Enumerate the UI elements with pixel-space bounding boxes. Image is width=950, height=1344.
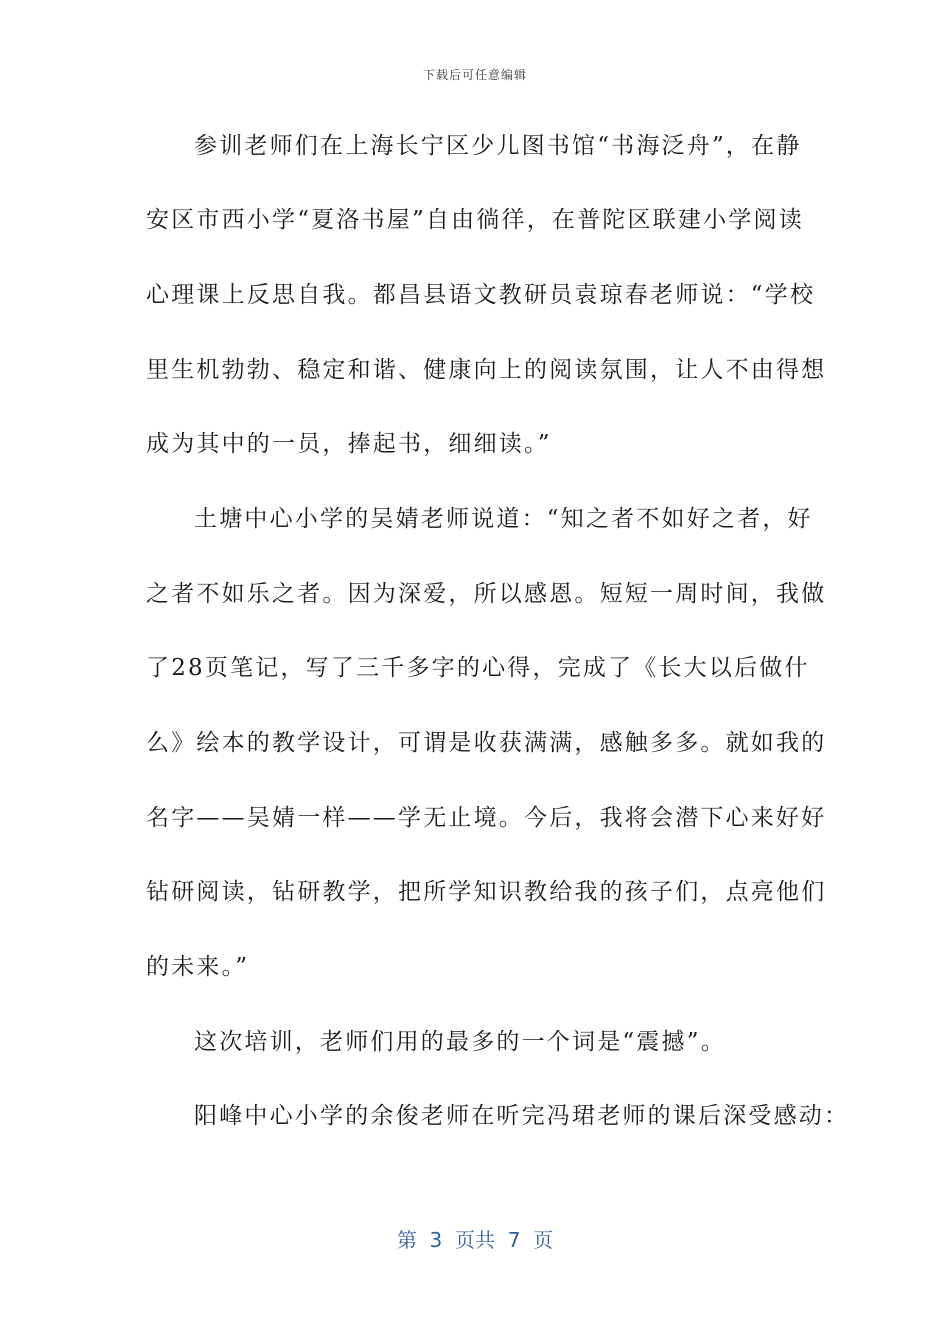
text-line: 钻研阅读，钻研教学，把所学知识教给我的孩子们，点亮他们 — [146, 879, 827, 905]
text-line: 参训老师们在上海长宁区少儿图书馆“书海泛舟”，在静 — [194, 133, 802, 159]
text-line: 之者不如乐之者。因为深爱，所以感恩。短短一周时间，我做 — [146, 581, 827, 607]
text-line: 名字——吴婧一样——学无止境。今后，我将会潜下心来好好 — [146, 805, 827, 831]
text-line: 么》绘本的教学设计，可谓是收获满满，感触多多。就如我的 — [146, 730, 827, 756]
text-line: 的未来。” — [146, 954, 250, 980]
text-line: 安区市西小学“夏洛书屋”自由徜徉，在普陀区联建小学阅读 — [146, 207, 804, 233]
page-number: 第 3 页共 7 页 — [396, 1228, 554, 1252]
text-line: 土塘中心小学的吴婧老师说道：“知之者不如好之者，好 — [194, 506, 813, 532]
text-line: 了28页笔记，写了三千多字的心得，完成了《长大以后做什 — [146, 655, 810, 681]
text-line: 里生机勃勃、稳定和谐、健康向上的阅读氛围，让人不由得想 — [146, 357, 827, 383]
text-line: 心理课上反思自我。都昌县语文教研员袁琼春老师说：“学校 — [146, 282, 816, 308]
text-line: 成为其中的一员，捧起书，细细读。” — [146, 431, 552, 457]
text-line: 阳峰中心小学的余俊老师在听完冯珺老师的课后深受感动： — [194, 1103, 850, 1129]
text-line: 这次培训，老师们用的最多的一个词是“震撼”。 — [194, 1029, 726, 1055]
header-note: 下载后可任意编辑 — [422, 68, 527, 82]
